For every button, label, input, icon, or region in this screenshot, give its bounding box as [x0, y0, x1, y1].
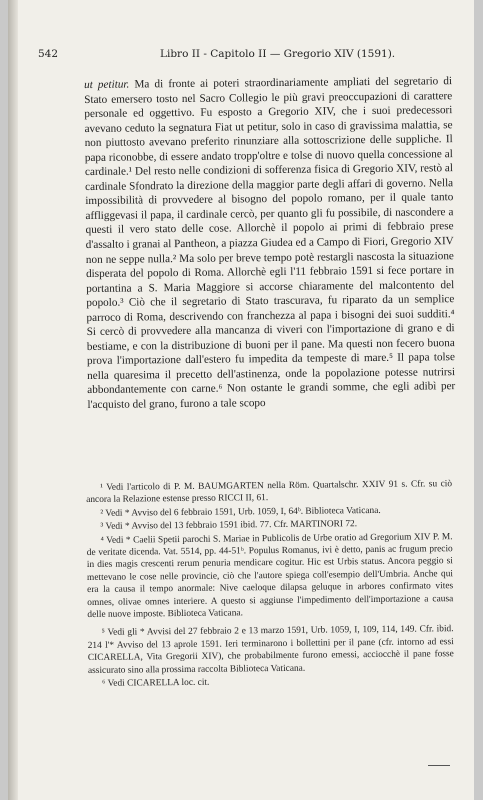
main-text: [84, 74, 455, 412]
running-title: Libro II - Capitolo II — Gregorio XIV (1591).: [160, 48, 396, 60]
footnote-6: ⁶ Vedi CICARELLA loc. cit.: [102, 677, 210, 689]
footnote-4: ⁴ Vedi * Caelii Spetii parochi S. Mariae in Publicolis de Urbe oratio ad Gregorium XIV P. M. de veritate dicenda. Vat. 5514, pp. 44-51ᵇ. Populus Romanus, ivi è detto, panis ac frugum precio in dies magis crescenti rerum penuria mendicare cogitur. Hic est Urbis status. Ancora peggio si mettevano le cose nelle provincie, ciò che l'autore spiega coll'esempio dell'Umbria. Anche qui era la causa il tempo anormale: Nive caeloque dilapsa geluque in arbores confirmato vites omnes, olivae omnes interiere. A questo si aggiunse l'impedimento dell'importazione a causa delle nuove imposte. Biblioteca Vaticana.: [86, 531, 454, 621]
page-bottom-rule: [428, 765, 450, 766]
footnote-1: ¹ Vedi l'articolo di P. M. BAUMGARTEN nella Röm. Quartalschr. XXIV 91 s. Cfr. su ciò ancora la Relazione estense presso RICCI II, 61.: [86, 479, 453, 506]
paragraph-text: Ma di fronte ai poteri straordinariamente ampliati del segretario di Stato emersero tosto nel Sacro Collegio le più gravi preoccupazioni di carattere personale ed oggettivo. Fu esposto a Gregorio XIV, che i suoi predecessori avevano ceduto la segnatura Fiat ut petitur, solo in caso di gravissima malattia, se non piuttosto avevano preferito rinunziare alla sottoscrizione delle suppliche. Il papa riconobbe, di essere andato tropp'oltre e tolse di nuovo quella concessione al cardinale.¹ Del resto nelle condizioni di sofferenza fisica di Gregorio XIV, restò al cardinale Sfondrato la direzione della maggior parte degli affari di governo. Nella impossibilità di provvedere al bisogno del popolo romano, per il quale tanto affliggevasi il papa, il cardinale cercò, per quanto gli fu possibile, di nascondere a questi il vero stato delle cose. Allorchè il popolo ai primi di febbraio prese d'assalto i granai al Pantheon, a piazza Giudea ed a Campo di Fiori, Gregorio XIV non ne seppe nulla.² Ma solo per breve tempo potè restargli nascosta la situazione disperata del popolo di Roma. Allorchè egli l'11 febbraio 1591 si fece portare in portantina a S. Maria Maggiore si accorse chiaramente del malcontento del popolo.³ Ciò che il segretario di Stato trascurava, fu riparato da un semplice parroco di Roma, descrivendo con franchezza al papa i bisogni dei suoi sudditi.⁴ Si cercò di provvedere alla mancanza di viveri con l'importazione di grano e di bestiame, e con la distribuzione di buoni per il pane. Ma questi non fecero buona prova l'importazione dall'estero fu impedita da tempeste di mare.⁵ Il papa tolse nella quaresima il precetto dell'astinenza, onde la popolazione potesse nutrirsi abbondantemente con carne.⁶ Non ostante le grandi somme, che egli adibì per l'acquisto del grano, furono a tale scopo: [84, 75, 456, 412]
page-number: 542: [38, 48, 59, 60]
main-paragraph: [84, 74, 455, 412]
opening-italic: ut petitur.: [84, 78, 130, 91]
footnote-5: ⁵ Vedi gli * Avvisi del 27 febbraio 2 e 13 marzo 1591, Urb. 1059, I, 109, 114, 149. Cfr. ibid. 214 l'* Avviso del 13 aprole 1591. Ieri terminarono i bollettini per il pane (cfr. intorno ad essi CICARELLA, Vita Gregorii XIV), che probabilmente furono emessi, acciocchè il pane fosse assicurato sino alla prossima raccolta Biblioteca Vaticana.: [87, 624, 454, 676]
footnote-3: ³ Vedi * Avviso del 13 febbraio 1591 ibid. 77. Cfr. MARTINORI 72.: [100, 519, 358, 533]
footnotes: [86, 478, 454, 691]
book-page: [8, 0, 474, 800]
page-gutter-shadow: [8, 0, 18, 800]
footnote-2: ² Vedi * Avviso del 6 febbraio 1591, Urb. 1059, I, 64ᵇ. Biblioteca Vaticana.: [100, 505, 381, 519]
